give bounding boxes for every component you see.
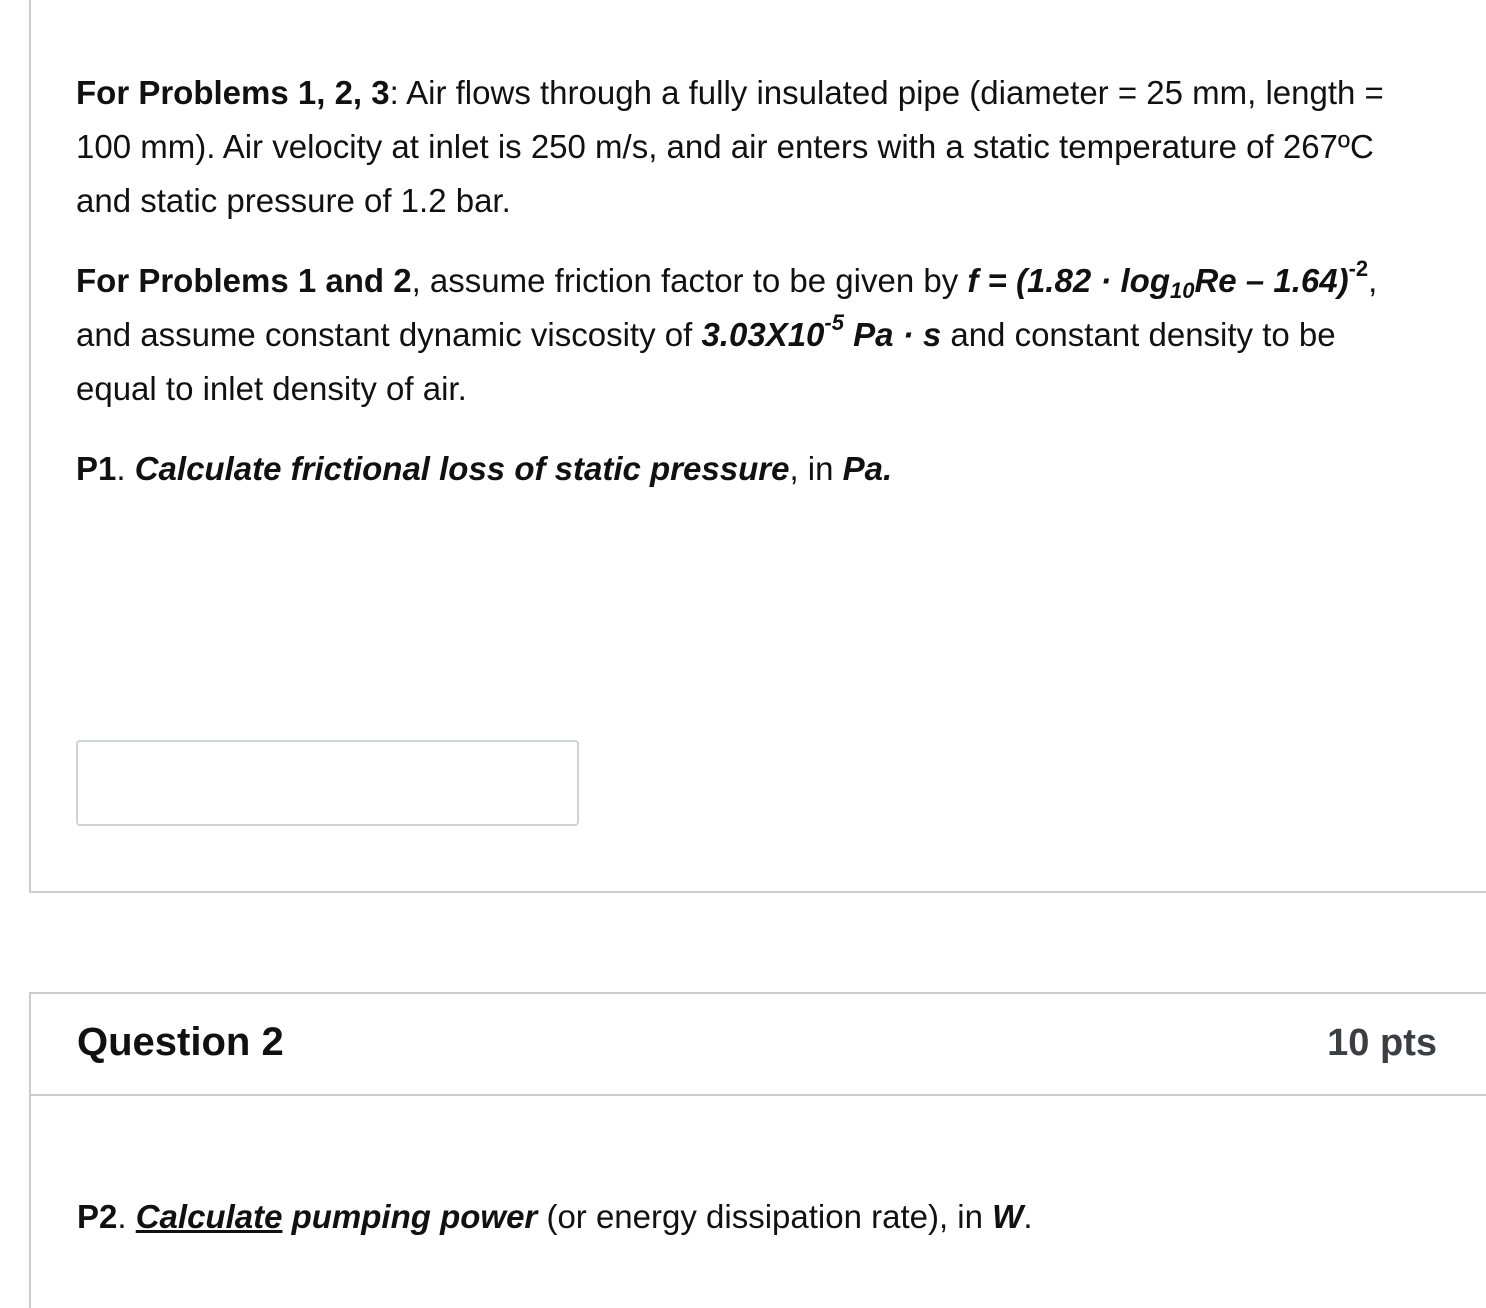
p1-task: Calculate frictional loss of static pressure	[134, 450, 790, 487]
question-1-body	[76, 66, 1396, 522]
assumption-paragraph	[76, 254, 1396, 416]
viscosity-exp: -5	[824, 310, 844, 335]
question-2-title: Question 2	[77, 1020, 284, 1064]
p1-answer-input[interactable]	[76, 740, 579, 826]
p2-mid: (or energy dissipation rate), in	[537, 1198, 993, 1235]
problem-intro-text: : Air flows through a fully insulated pipe (diameter = 25 mm, length = 100 mm). Air velocity at inlet is 250 m/s, and air enters with a static temperature of 267ºC and static pressure of 1.2 bar.	[76, 74, 1384, 219]
friction-formula-sub: 10	[1169, 278, 1195, 303]
p2-prompt	[77, 1190, 1033, 1244]
p2-task-underlined: Calculate	[135, 1198, 283, 1235]
friction-formula-a: f = (1.82 · log	[967, 262, 1170, 299]
question-2-header	[31, 994, 1486, 1096]
question-2-points: 10 pts	[1327, 1022, 1437, 1064]
friction-formula-b: Re – 1.64)	[1194, 262, 1349, 299]
assumption-text-2: , and assume constant dynamic viscosity of	[76, 262, 1378, 353]
problem-intro-lead: For Problems 1, 2, 3	[76, 74, 390, 111]
p1-unit: Pa.	[842, 450, 893, 487]
assumption-lead: For Problems 1 and 2	[76, 262, 412, 299]
p1-prompt	[76, 442, 1396, 496]
p2-task-rest: pumping power	[282, 1198, 538, 1235]
p2-end: .	[1023, 1198, 1033, 1235]
p2-label: P2	[77, 1198, 118, 1235]
friction-formula-exp: -2	[1348, 256, 1369, 281]
p1-label: P1	[76, 450, 117, 487]
problem-intro-paragraph	[76, 66, 1396, 228]
assumption-text-1: , assume friction factor to be given by	[411, 262, 968, 299]
p2-dot: .	[117, 1198, 136, 1235]
assumption-text-3: and constant density to be equal to inlet density of air.	[76, 316, 1336, 407]
p2-unit: W	[992, 1198, 1024, 1235]
viscosity-unit: Pa · s	[843, 316, 942, 353]
question-2-card	[29, 992, 1486, 1308]
p1-mid: , in	[789, 450, 843, 487]
p1-dot: .	[116, 450, 135, 487]
viscosity-value: 3.03X10	[701, 316, 825, 353]
